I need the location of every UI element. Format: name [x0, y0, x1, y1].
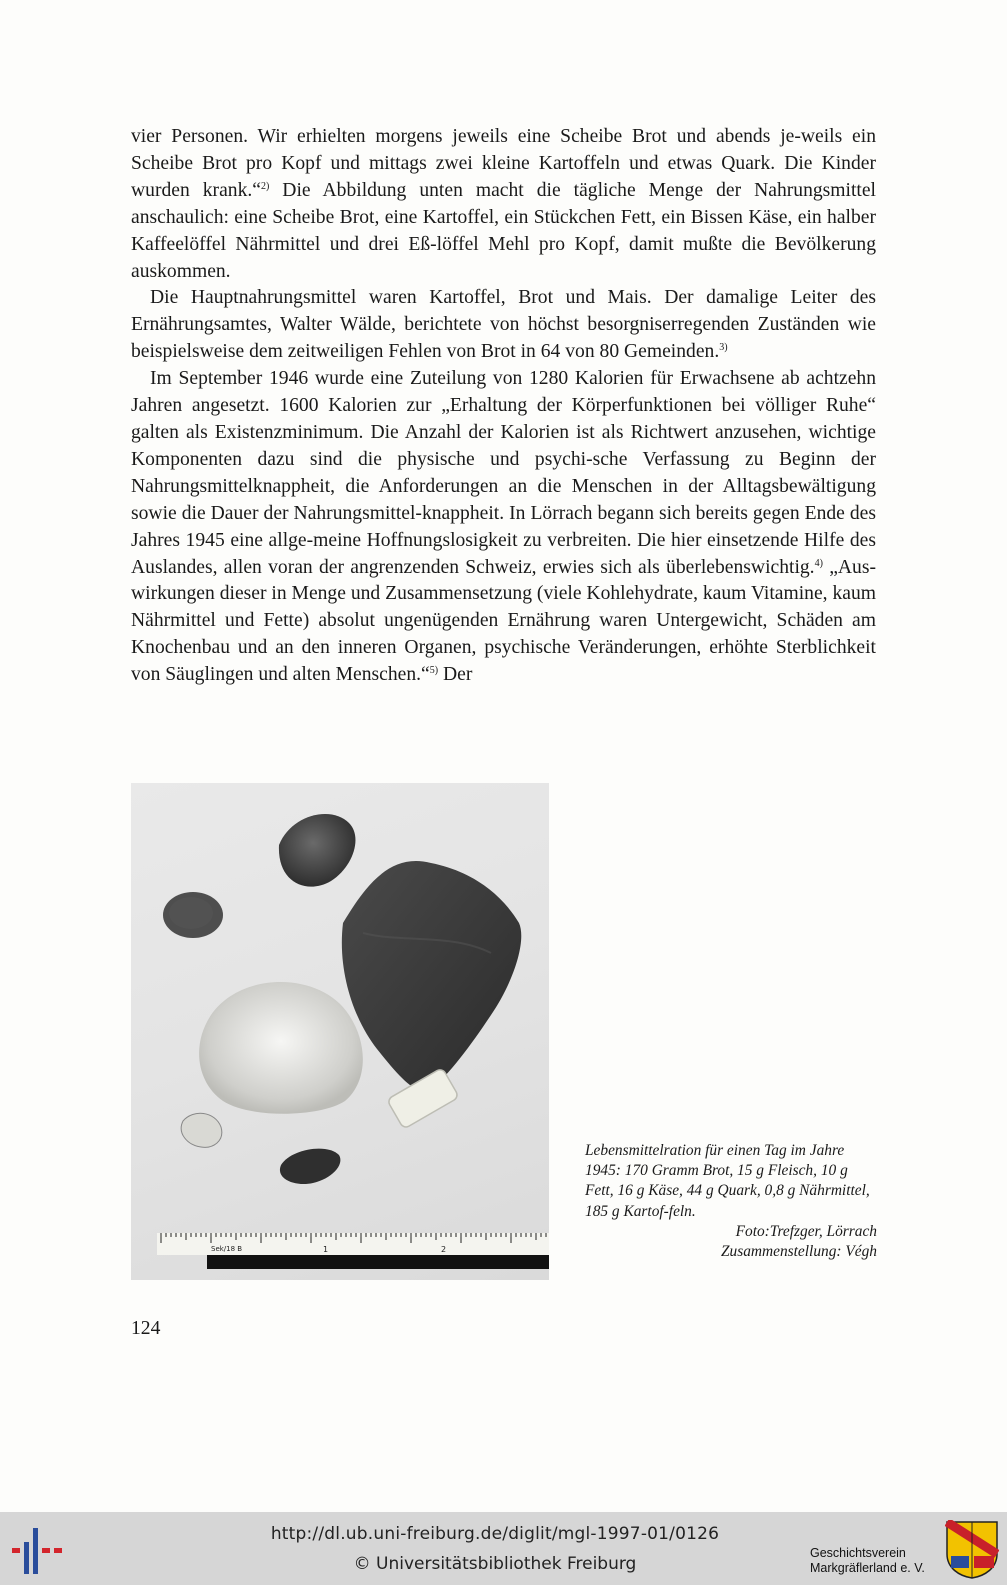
library-logo-icon — [10, 1528, 65, 1574]
caption-credit-photo: Foto:Trefzger, Lörrach — [735, 1222, 877, 1240]
paragraph-1-text: vier Personen. Wir erhielten morgens jeweils eine Scheibe Brot und abends je-weils ein Scheibe Brot pro Kopf und mittags zwei kleine Kartoffeln und etwas Quark. Die Kinder wurden krank.“ — [131, 126, 876, 201]
paragraph-2 — [131, 285, 876, 366]
potato — [279, 814, 356, 887]
paragraph-2-text: Die Hauptnahrungsmittel waren Kartoffel, Brot und Mais. Der damalige Leiter des Ernährungsamtes, Walter Wälde, berichtete von höchst besorgniserregenden Zuständen wie beispielsweise dem zeitweiligen Fehlen von Brot in 64 von 80 Gemeinden. — [131, 287, 876, 363]
food-ration-photo — [131, 783, 549, 1280]
paragraph-3-tail: „Aus-wirkungen dieser in Menge und Zusammensetzung (viele Kohlehydrate, kaum Vitamine, kaum Nährmittel und Fette) absolut ungenügenden Ernährung waren Untergewicht, Schäden am Knochenbau und an den inneren Organen, psychische Veränderungen, erhöhte Sterblichkeit von Säuglingen und alten Menschen.“ — [131, 556, 877, 686]
footnote-ref: 2) — [260, 180, 270, 192]
paragraph-1-tail: Die Abbildung unten macht die tägliche Menge der Nahrungsmittel anschaulich: eine Scheibe Brot, eine Kartoffel, ein Stückchen Fett, ein Bissen Käse, ein halber Kaffeelöffel Nährmittel und drei Eß-löffel Mehl pro Kopf, damit mußte die Bevölkerung auskommen. — [131, 179, 876, 282]
bread-slice — [342, 861, 521, 1091]
food-ration-illustration — [131, 783, 549, 1280]
footer-url-link[interactable]: http://dl.ub.uni-freiburg.de/diglit/mgl-1997-01/0126 — [270, 1524, 720, 1544]
ruler-number: 1 — [323, 1245, 329, 1254]
society-line-1: Geschichtsverein — [810, 1546, 906, 1560]
body-text — [131, 124, 876, 689]
footnote-ref: 4) — [814, 557, 823, 569]
page-number: 124 — [131, 1318, 161, 1339]
footnote-ref: 3) — [719, 342, 728, 354]
coat-of-arms-icon — [945, 1520, 999, 1580]
caption-text: Lebensmittelration für einen Tag im Jahre 1945: 170 Gramm Brot, 15 g Fleisch, 10 g Fett, 16 g Käse, 44 g Quark, 0,8 g Nährmittel, 185 g Kartof-feln. — [585, 1142, 870, 1220]
meat-piece — [280, 1149, 340, 1184]
ruler-number: 2 — [441, 1245, 447, 1254]
fat-piece — [181, 1113, 222, 1147]
paragraph-1 — [131, 124, 876, 285]
ruler-label: Sek/18 B — [211, 1245, 243, 1253]
caption-credit-compilation: Zusammenstellung: Végh — [720, 1243, 877, 1261]
paragraph-3 — [131, 366, 876, 689]
paragraph-3-text: Im September 1946 wurde eine Zuteilung von 1280 Kalorien für Erwachsene ab achtzehn Jahren angesetzt. 1600 Kalorien zur „Erhaltung der Körperfunktionen bei völliger Ruhe“ galten als Existenzminimum. Die Anzahl der Kalorien ist als Richtwert anzusehen, wichtige Komponenten dazu sind die physische und psychi-sche Verfassung zu Beginn der Nahrungsmittelknappheit, die Anforderungen an die Menschen in der Alltagsbewältigung sowie die Dauer der Nahrungsmittel-knappheit. In Lörrach begann sich bereits gegen Ende des Jahres 1945 eine allge-meine Hoffnungslosigkeit zu verbreiten. Die hier einsetzende Hilfe des Auslandes, allen voran der angrenzenden Schweiz, erwies sich als überlebenswichtig. — [131, 368, 876, 578]
paragraph-3-tail2: Der — [438, 664, 473, 686]
footer-bar — [0, 1512, 1007, 1585]
flour-heap — [199, 982, 363, 1114]
footer-copyright: © Universitätsbibliothek Freiburg — [353, 1554, 637, 1574]
footnote-ref: 5) — [429, 665, 439, 677]
society-name — [810, 1546, 925, 1576]
figure-caption — [585, 1141, 877, 1262]
ruler — [157, 1233, 549, 1269]
society-line-2: Markgräflerland e. V. — [810, 1561, 925, 1575]
